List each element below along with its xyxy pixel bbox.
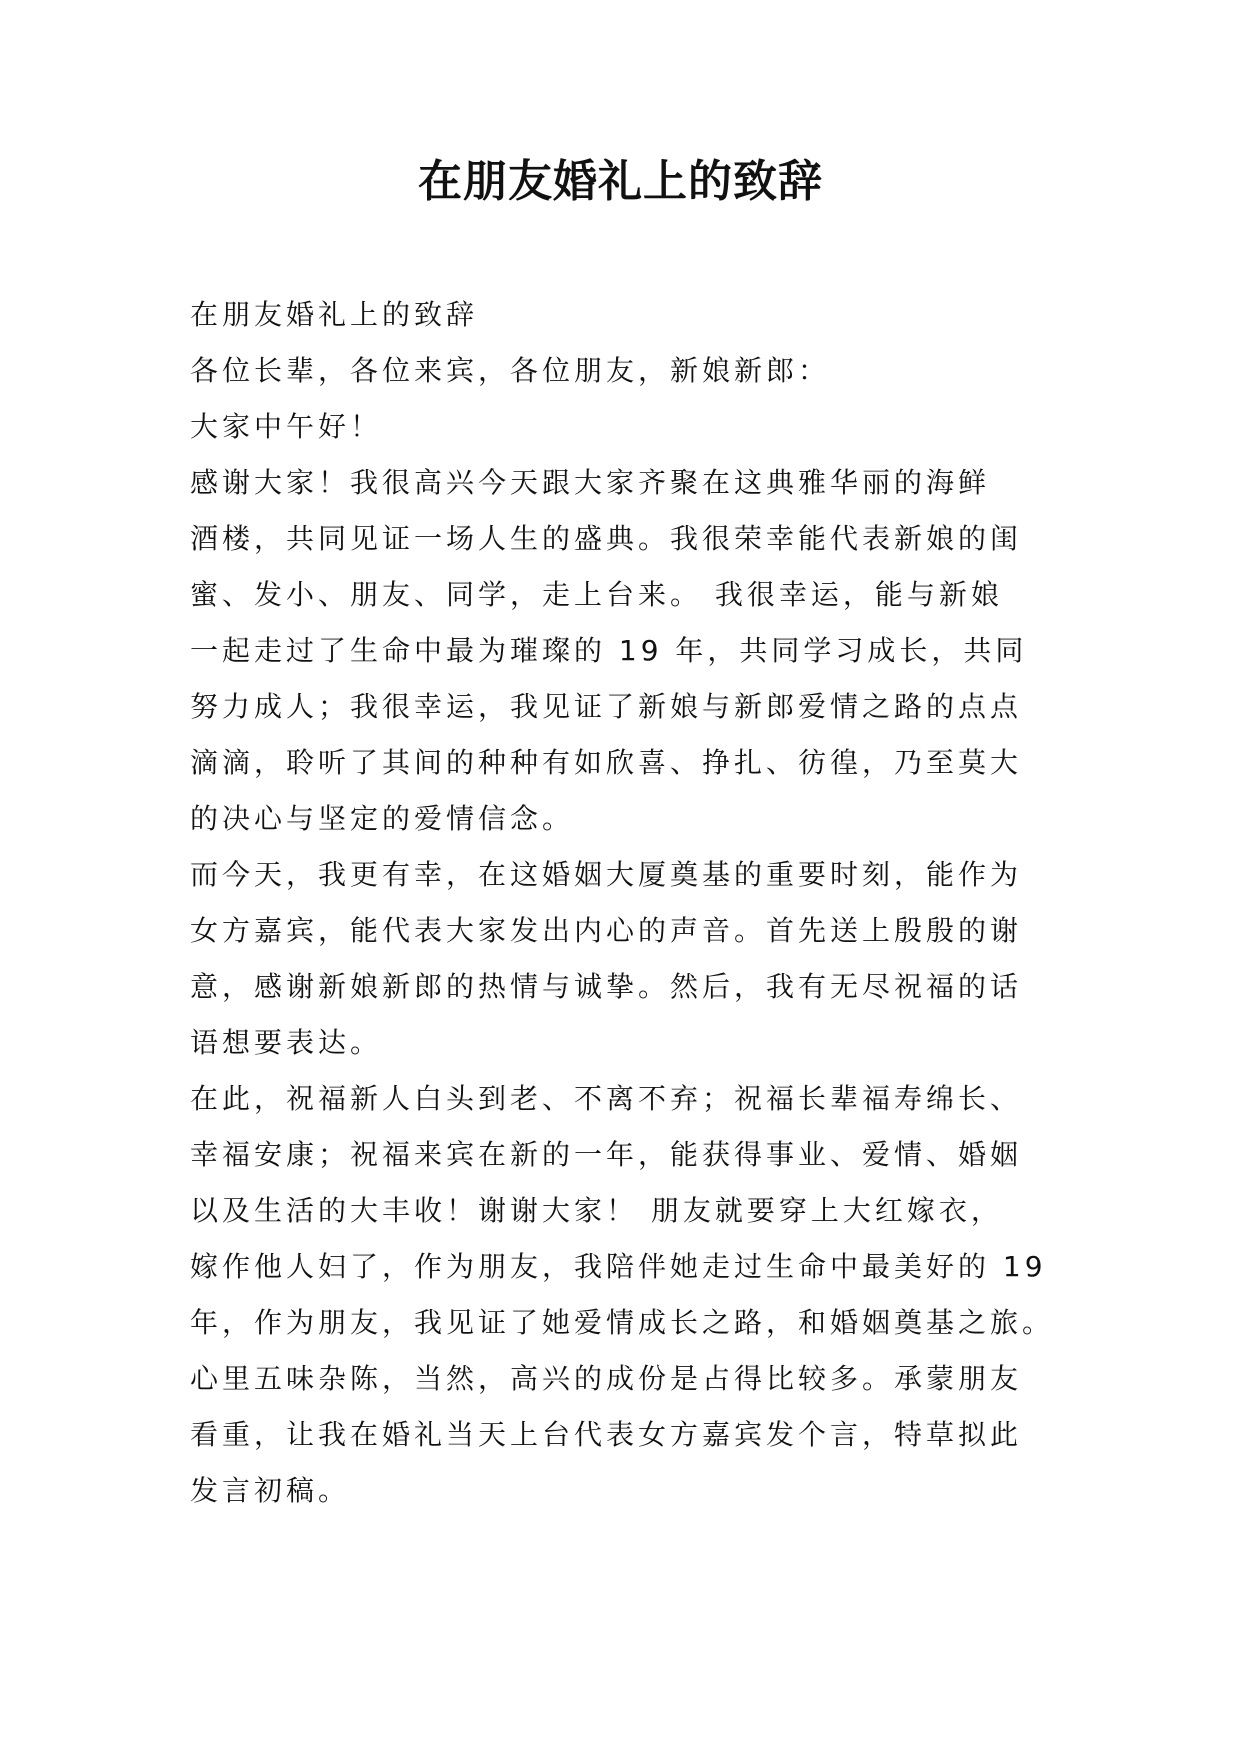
body-line: 年，作为朋友，我见证了她爱情成长之路，和婚姻奠基之旅。 xyxy=(190,1306,1055,1339)
body-line: 大家中午好！ xyxy=(190,410,383,443)
document-title: 在朋友婚礼上的致辞 xyxy=(418,156,823,207)
body-line: 各位长辈，各位来宾，各位朋友，新娘新郎： xyxy=(190,354,831,387)
body-line: 意，感谢新娘新郎的热情与诚挚。然后，我有无尽祝福的话 xyxy=(190,970,1023,1003)
body-line: 嫁作他人妇了，作为朋友，我陪伴她走过生命中最美好的 19 xyxy=(190,1250,1047,1283)
body-line: 以及生活的大丰收！谢谢大家！ 朋友就要穿上大红嫁衣， xyxy=(190,1194,1003,1227)
body-line: 在此，祝福新人白头到老、不离不弃；祝福长辈福寿绵长、 xyxy=(190,1082,1023,1115)
body-line: 蜜、发小、朋友、同学，走上台来。 我很幸运，能与新娘 xyxy=(190,578,1003,611)
body-line: 幸福安康；祝福来宾在新的一年，能获得事业、爱情、婚姻 xyxy=(190,1138,1023,1171)
body-line: 一起走过了生命中最为璀璨的 19 年，共同学习成长，共同 xyxy=(190,634,1028,667)
body-line: 努力成人；我很幸运，我见证了新娘与新郎爱情之路的点点 xyxy=(190,690,1023,723)
body-line: 滴滴，聆听了其间的种种有如欣喜、挣扎、彷徨，乃至莫大 xyxy=(190,746,1023,779)
body-line: 看重，让我在婚礼当天上台代表女方嘉宾发个言，特草拟此 xyxy=(190,1418,1023,1451)
body-line: 心里五味杂陈，当然，高兴的成份是占得比较多。承蒙朋友 xyxy=(190,1362,1023,1395)
body-line: 语想要表达。 xyxy=(190,1026,383,1059)
body-line: 的决心与坚定的爱情信念。 xyxy=(190,802,575,835)
body-line: 女方嘉宾，能代表大家发出内心的声音。首先送上殷殷的谢 xyxy=(190,914,1023,947)
body-line: 而今天，我更有幸，在这婚姻大厦奠基的重要时刻，能作为 xyxy=(190,858,1023,891)
body-line: 感谢大家！我很高兴今天跟大家齐聚在这典雅华丽的海鲜 xyxy=(190,466,991,499)
body-line: 发言初稿。 xyxy=(190,1474,351,1507)
body-line: 在朋友婚礼上的致辞 xyxy=(190,298,479,331)
document-body xyxy=(190,287,1070,1519)
body-line: 酒楼，共同见证一场人生的盛典。我很荣幸能代表新娘的闺 xyxy=(190,522,1023,555)
